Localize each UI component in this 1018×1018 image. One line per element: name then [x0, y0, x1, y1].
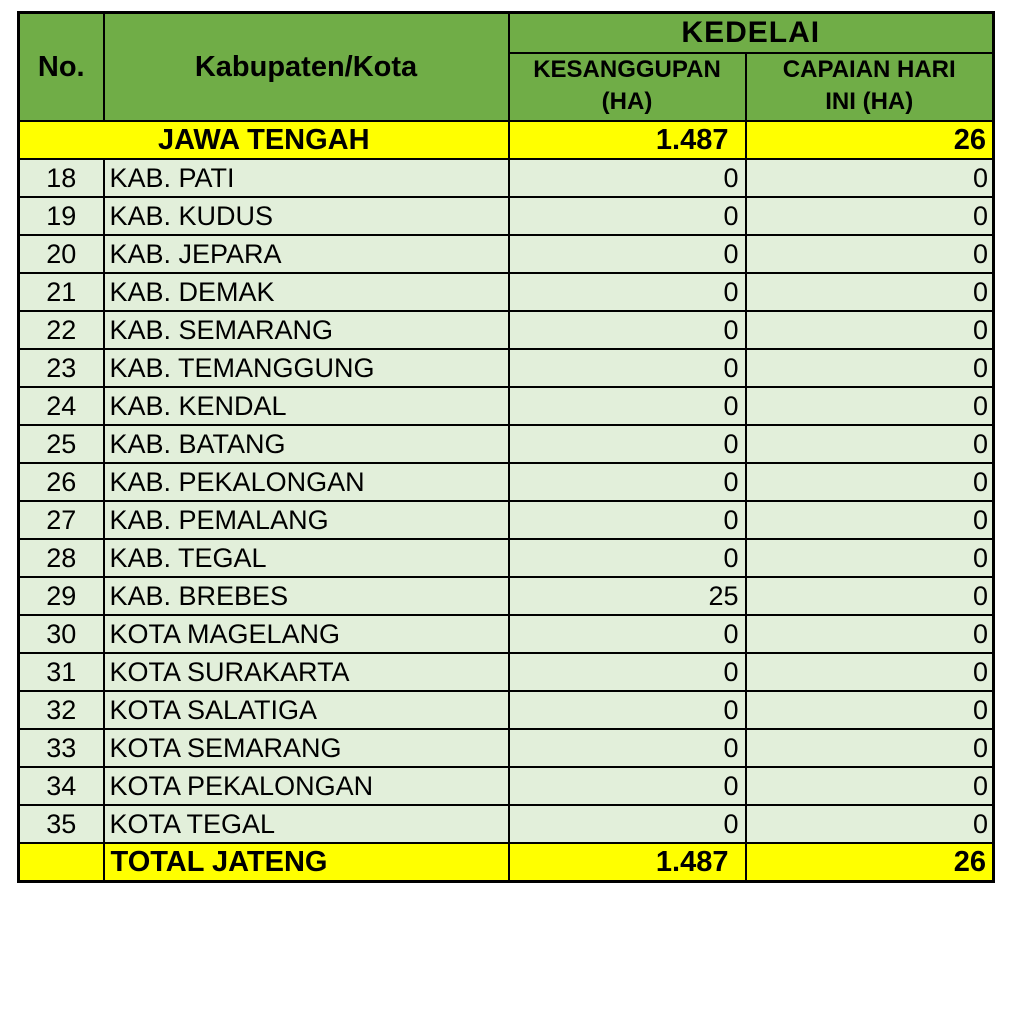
row-no: 34 — [19, 767, 104, 805]
table-body — [19, 121, 994, 843]
row-name: KOTA MAGELANG — [104, 615, 509, 653]
row-no: 35 — [19, 805, 104, 843]
row-kesanggupan: 0 — [509, 349, 746, 387]
row-kesanggupan: 25 — [509, 577, 746, 615]
row-name: KOTA PEKALONGAN — [104, 767, 509, 805]
row-kesanggupan: 0 — [509, 615, 746, 653]
table-row — [19, 729, 994, 767]
header-no: No. — [19, 13, 104, 122]
row-kesanggupan: 0 — [509, 729, 746, 767]
row-name: KAB. TEGAL — [104, 539, 509, 577]
table-row — [19, 425, 994, 463]
row-capaian: 0 — [746, 235, 994, 273]
row-kesanggupan: 0 — [509, 539, 746, 577]
spreadsheet — [17, 11, 992, 883]
row-name: KAB. BREBES — [104, 577, 509, 615]
row-kesanggupan: 0 — [509, 311, 746, 349]
table-row — [19, 387, 994, 425]
row-no: 33 — [19, 729, 104, 767]
row-name: KOTA SALATIGA — [104, 691, 509, 729]
row-capaian: 0 — [746, 463, 994, 501]
row-kesanggupan: 0 — [509, 767, 746, 805]
table-row — [19, 463, 994, 501]
row-name: KAB. PATI — [104, 159, 509, 197]
row-no: 32 — [19, 691, 104, 729]
row-name: KOTA TEGAL — [104, 805, 509, 843]
row-capaian: 0 — [746, 653, 994, 691]
province-capaian: 26 — [746, 121, 994, 159]
header-kesanggupan-line1: KESANGGUPAN — [533, 56, 721, 83]
row-no: 19 — [19, 197, 104, 235]
row-no: 24 — [19, 387, 104, 425]
row-kesanggupan: 0 — [509, 463, 746, 501]
row-no: 21 — [19, 273, 104, 311]
row-kesanggupan: 0 — [509, 425, 746, 463]
header-kabupaten: Kabupaten/Kota — [104, 13, 509, 122]
row-name: KAB. PEKALONGAN — [104, 463, 509, 501]
table-row — [19, 235, 994, 273]
total-label: TOTAL JATENG — [104, 843, 509, 882]
row-capaian: 0 — [746, 539, 994, 577]
row-name: KOTA SURAKARTA — [104, 653, 509, 691]
header-capaian-line2: INI (HA) — [825, 88, 914, 115]
row-no: 26 — [19, 463, 104, 501]
table-row — [19, 767, 994, 805]
province-kesanggupan: 1.487 — [509, 121, 746, 159]
row-kesanggupan: 0 — [509, 273, 746, 311]
row-kesanggupan: 0 — [509, 805, 746, 843]
header-kesanggupan — [509, 53, 746, 121]
header-kedelai: KEDELAI — [509, 13, 994, 54]
total-row — [19, 843, 994, 882]
table-row — [19, 197, 994, 235]
row-kesanggupan: 0 — [509, 653, 746, 691]
row-name: KOTA SEMARANG — [104, 729, 509, 767]
row-no: 27 — [19, 501, 104, 539]
row-no: 30 — [19, 615, 104, 653]
row-no: 31 — [19, 653, 104, 691]
row-name: KAB. TEMANGGUNG — [104, 349, 509, 387]
row-capaian: 0 — [746, 729, 994, 767]
row-capaian: 0 — [746, 273, 994, 311]
row-name: KAB. BATANG — [104, 425, 509, 463]
row-name: KAB. KENDAL — [104, 387, 509, 425]
row-capaian: 0 — [746, 197, 994, 235]
total-capaian: 26 — [746, 843, 994, 882]
table-row — [19, 805, 994, 843]
row-capaian: 0 — [746, 425, 994, 463]
table-header — [19, 13, 994, 122]
row-no: 28 — [19, 539, 104, 577]
table-row — [19, 349, 994, 387]
row-kesanggupan: 0 — [509, 691, 746, 729]
header-capaian — [746, 53, 994, 121]
table-row — [19, 273, 994, 311]
row-no: 22 — [19, 311, 104, 349]
total-no-cell — [19, 843, 104, 882]
row-kesanggupan: 0 — [509, 387, 746, 425]
row-name: KAB. KUDUS — [104, 197, 509, 235]
total-kesanggupan: 1.487 — [509, 843, 746, 882]
row-no: 18 — [19, 159, 104, 197]
row-capaian: 0 — [746, 805, 994, 843]
row-capaian: 0 — [746, 387, 994, 425]
row-name: KAB. JEPARA — [104, 235, 509, 273]
row-no: 29 — [19, 577, 104, 615]
row-capaian: 0 — [746, 501, 994, 539]
row-capaian: 0 — [746, 577, 994, 615]
table-row — [19, 653, 994, 691]
row-kesanggupan: 0 — [509, 501, 746, 539]
table-row — [19, 311, 994, 349]
row-no: 23 — [19, 349, 104, 387]
table-footer — [19, 843, 994, 882]
row-capaian: 0 — [746, 615, 994, 653]
province-row — [19, 121, 994, 159]
header-capaian-line1: CAPAIAN HARI — [782, 56, 956, 83]
table-row — [19, 691, 994, 729]
province-label: JAWA TENGAH — [19, 121, 509, 159]
row-kesanggupan: 0 — [509, 197, 746, 235]
row-name: KAB. DEMAK — [104, 273, 509, 311]
row-name: KAB. SEMARANG — [104, 311, 509, 349]
kedelai-table — [17, 11, 995, 883]
row-capaian: 0 — [746, 159, 994, 197]
row-no: 20 — [19, 235, 104, 273]
row-capaian: 0 — [746, 767, 994, 805]
row-name: KAB. PEMALANG — [104, 501, 509, 539]
table-row — [19, 615, 994, 653]
row-kesanggupan: 0 — [509, 159, 746, 197]
table-row — [19, 501, 994, 539]
header-kesanggupan-line2: (HA) — [601, 88, 653, 115]
row-capaian: 0 — [746, 691, 994, 729]
table-row — [19, 577, 994, 615]
row-capaian: 0 — [746, 349, 994, 387]
row-kesanggupan: 0 — [509, 235, 746, 273]
table-row — [19, 159, 994, 197]
row-no: 25 — [19, 425, 104, 463]
table-row — [19, 539, 994, 577]
row-capaian: 0 — [746, 311, 994, 349]
